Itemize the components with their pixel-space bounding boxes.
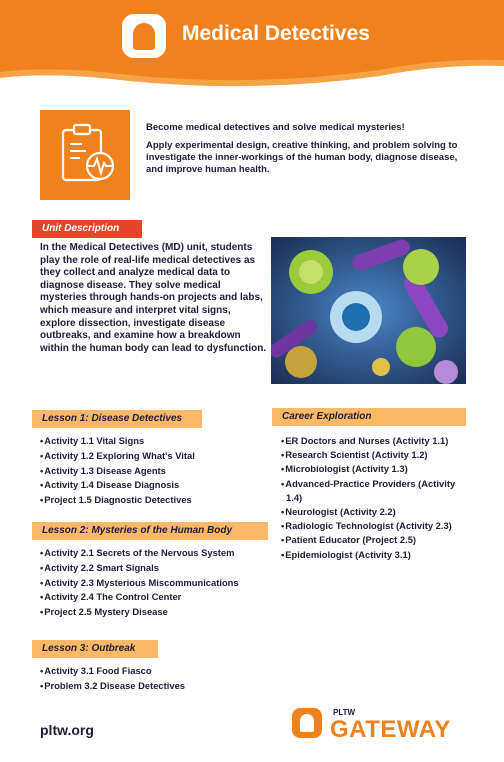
lesson-1-label: Lesson 1: Disease Detectives: [32, 410, 202, 428]
intro-body: Apply experimental design, creative thinking, and problem solving to investigate the inner-workings of the human body, diagnose disease, and improve human health.: [146, 140, 458, 175]
brand-name: GATEWAY: [330, 716, 451, 743]
list-item: • Activity 1.3 Disease Agents: [40, 464, 260, 479]
lesson-3-list: [40, 664, 260, 694]
lesson-2-label: Lesson 2: Mysteries of the Human Body: [32, 522, 268, 540]
list-item: • Activity 2.1 Secrets of the Nervous System: [40, 546, 270, 561]
brand-small-label: PLTW: [333, 708, 356, 717]
list-item: • Activity 1.1 Vital Signs: [40, 434, 260, 449]
list-item: • Activity 1.2 Exploring What's Vital: [40, 449, 260, 464]
lesson-2-list: [40, 546, 270, 620]
list-item: • Activity 1.4 Disease Diagnosis: [40, 478, 260, 493]
header-wave: [0, 0, 504, 96]
list-item: • Research Scientist (Activity 1.2): [281, 448, 471, 462]
list-item: • Microbiologist (Activity 1.3): [281, 462, 471, 476]
pltw-gateway-logo-icon: [292, 708, 322, 738]
career-list: [281, 434, 471, 562]
list-item: • Problem 3.2 Disease Detectives: [40, 679, 260, 694]
page-title: Medical Detectives: [182, 22, 370, 45]
career-exploration-label: Career Exploration: [272, 408, 466, 426]
lesson-1-list: [40, 434, 260, 508]
unit-description-label: Unit Description: [32, 220, 142, 238]
list-item: • Advanced-Practice Providers (Activity 1.4): [281, 477, 471, 505]
list-item: • Activity 3.1 Food Fiasco: [40, 664, 260, 679]
microbes-photo: [271, 237, 466, 384]
intro-text: [146, 122, 476, 182]
pltw-logo-icon: [122, 14, 166, 58]
list-item: • Patient Educator (Project 2.5): [281, 533, 471, 547]
website-link[interactable]: pltw.org: [40, 722, 94, 738]
list-item: • Project 2.5 Mystery Disease: [40, 605, 270, 620]
list-item: • ER Doctors and Nurses (Activity 1.1): [281, 434, 471, 448]
lesson-3-label: Lesson 3: Outbreak: [32, 640, 158, 658]
list-item: • Activity 2.2 Smart Signals: [40, 561, 270, 576]
clipboard-heartbeat-icon: [40, 110, 130, 200]
header-banner: [0, 0, 504, 96]
list-item: • Activity 2.4 The Control Center: [40, 590, 270, 605]
list-item: • Radiologic Technologist (Activity 2.3): [281, 519, 471, 533]
list-item: • Activity 2.3 Mysterious Miscommunications: [40, 576, 270, 591]
unit-description-text: In the Medical Detectives (MD) unit, students play the role of real-life medical detectives as they collect and analyze medical data to diagnose disease. They solve medical mysteries through hands-on projects and labs, which measure and interpret vital signs, explore dissection, investigate disease outbreaks, and examine how a breakdown within the human body can lead to dysfunction.: [40, 242, 267, 354]
list-item: • Epidemiologist (Activity 3.1): [281, 548, 471, 562]
list-item: • Project 1.5 Diagnostic Detectives: [40, 493, 260, 508]
intro-headline: Become medical detectives and solve medical mysteries!: [146, 122, 405, 133]
list-item: • Neurologist (Activity 2.2): [281, 505, 471, 519]
